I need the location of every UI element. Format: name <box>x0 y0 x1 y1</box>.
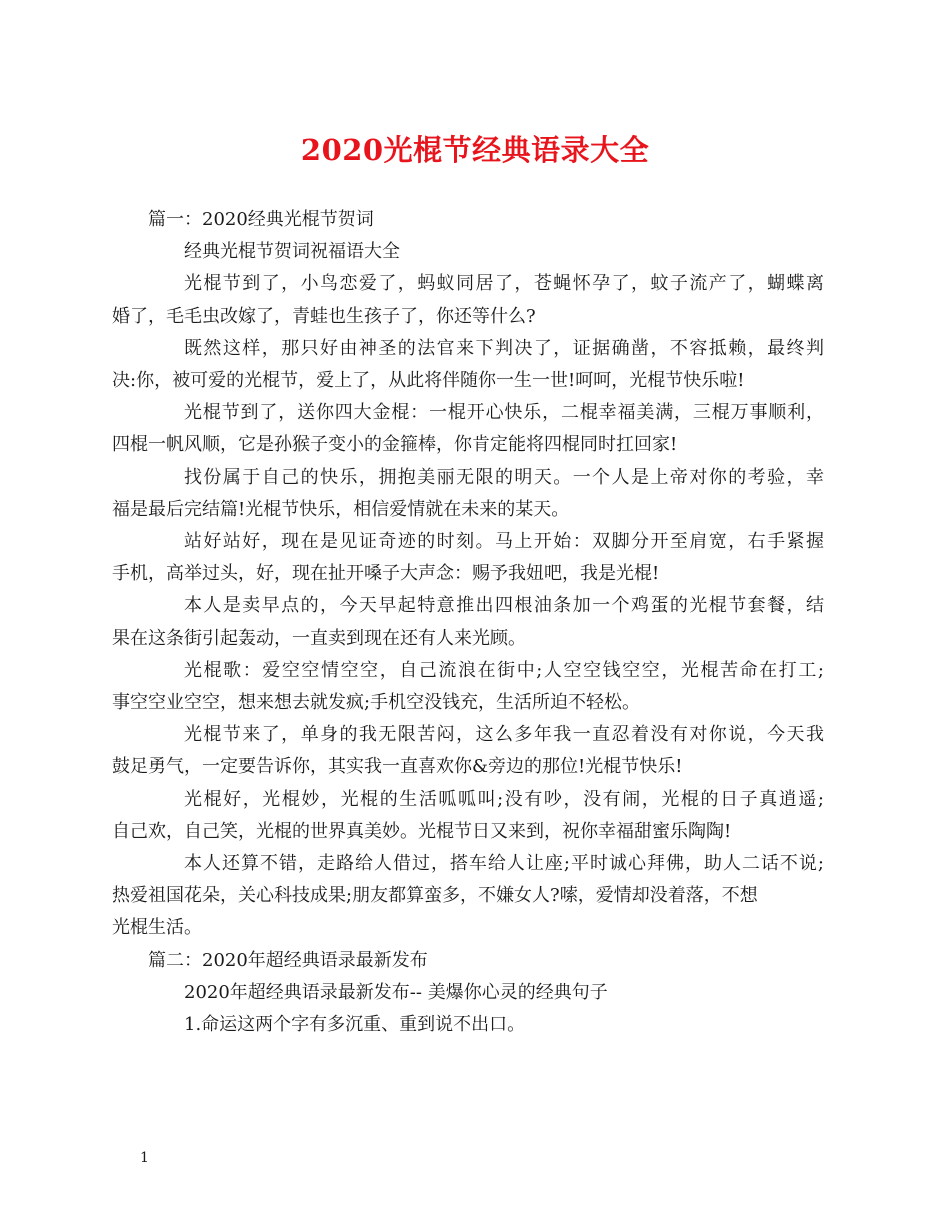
paragraph-line: 热爱祖国花朵，关心科技成果;朋友都算蛮多，不嫌女人?嗦，爱情却没着落，不想 <box>112 885 758 907</box>
paragraph-line: 光棍节来了，单身的我无限苦闷，这么多年我一直忍着没有对你说，今天我 <box>184 724 824 746</box>
paragraph-line: 光棍节到了，小鸟恋爱了，蚂蚁同居了，苍蝇怀孕了，蚊子流产了，蝴蝶离 <box>184 273 824 295</box>
paragraph-line: 既然这样，那只好由神圣的法官来下判决了，证据确凿，不容抵赖，最终判 <box>184 337 824 359</box>
paragraph-line: 本人是卖早点的，今天早起特意推出四根油条加一个鸡蛋的光棍节套餐，结 <box>184 595 824 617</box>
paragraph-line: 光棍好，光棍妙，光棍的生活呱呱叫;没有吵，没有闹，光棍的日子真逍遥; <box>184 788 824 810</box>
list-item: 1.命运这两个字有多沉重、重到说不出口。 <box>184 1014 526 1036</box>
section-heading-1: 篇一：2020经典光棍节贺词 <box>148 209 374 230</box>
paragraph-line: 手机，高举过头，好，现在扯开嗓子大声念：赐予我妞吧，我是光棍! <box>112 563 660 585</box>
paragraph-line: 四棍一帆风顺，它是孙猴子变小的金箍棒，你肯定能将四棍同时扛回家! <box>112 434 678 456</box>
document-body <box>112 204 824 1041</box>
paragraph-line: 本人还算不错，走路给人借过，搭车给人让座;平时诚心拜佛，助人二话不说; <box>184 853 824 875</box>
paragraph-line: 找份属于自己的快乐，拥抱美丽无限的明天。一个人是上帝对你的考验，幸 <box>184 466 824 488</box>
section-subheading-2: 2020年超经典语录最新发布-- 美爆你心灵的经典句子 <box>184 981 608 1003</box>
paragraph-line: 站好站好，现在是见证奇迹的时刻。马上开始：双脚分开至肩宽，右手紧握 <box>184 531 824 553</box>
paragraph-line: 光棍歌：爱空空情空空，自己流浪在街中;人空空钱空空，光棍苦命在打工; <box>184 659 824 681</box>
paragraph-line: 婚了，毛毛虫改嫁了，青蛙也生孩子了，你还等什么? <box>112 305 536 327</box>
paragraph-line: 事空空业空空，想来想去就发疯;手机空没钱充，生活所迫不轻松。 <box>112 692 641 714</box>
section-heading-2: 篇二：2020年超经典语录最新发布 <box>148 949 428 971</box>
paragraph-line: 福是最后完结篇!光棍节快乐，相信爱情就在未来的某天。 <box>112 498 570 520</box>
paragraph-line: 自己欢，自己笑，光棍的世界真美妙。光棍节日又来到，祝你幸福甜蜜乐陶陶! <box>112 820 732 842</box>
paragraph-line: 光棍节到了，送你四大金棍：一棍开心快乐，二棍幸福美满，三棍万事顺利， <box>184 402 824 424</box>
paragraph-line: 果在这条街引起轰动，一直卖到现在还有人来光顾。 <box>112 627 526 649</box>
section-subheading-1: 经典光棍节贺词祝福语大全 <box>184 241 400 263</box>
paragraph-line: 决:你，被可爱的光棍节，爱上了，从此将伴随你一生一世!呵呵，光棍节快乐啦! <box>112 370 745 392</box>
paragraph-line: 鼓足勇气，一定要告诉你，其实我一直喜欢你&旁边的那位!光棍节快乐! <box>112 756 683 778</box>
document-title: 2020光棍节经典语录大全 <box>300 133 650 167</box>
page-number: 1 <box>140 1150 149 1166</box>
paragraph-line: 光棍生活。 <box>112 917 202 939</box>
